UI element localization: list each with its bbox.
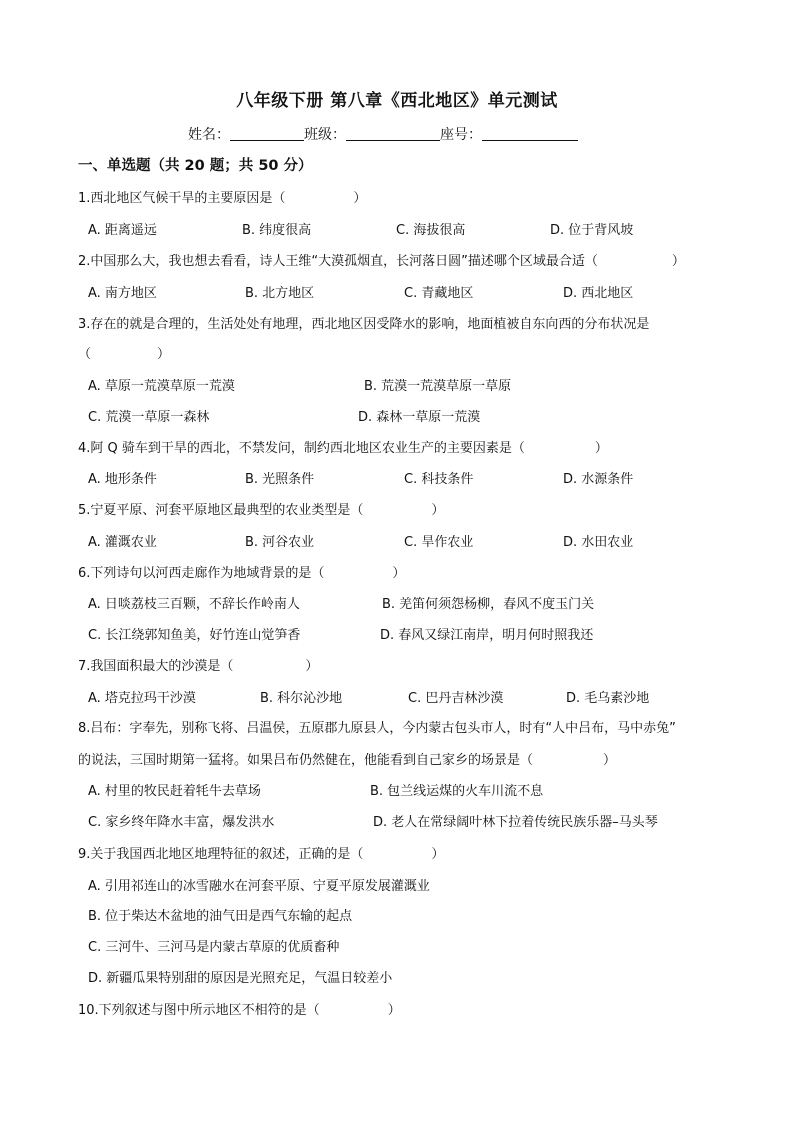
option-1a[interactable]: A. 距离遥远 (88, 223, 157, 238)
option-7c[interactable]: C. 巴丹吉林沙漠 (408, 691, 504, 706)
option-8d[interactable]: D. 老人在常绿阔叶林下拉着传统民族乐器–马头琴 (373, 815, 658, 830)
option-3d[interactable]: D. 森林一草原一荒漠 (358, 410, 481, 425)
question-paren: ） (305, 659, 319, 674)
question-stem: 9.关于我国西北地区地理特征的叙述，正确的是（ (78, 847, 364, 862)
question-stem: 3.存在的就是合理的，生活处处有地理，西北地区因受降水的影响，地面植被自东向西的分布状况是 (78, 317, 650, 332)
option-2b[interactable]: B. 北方地区 (245, 286, 315, 301)
question-3 (78, 313, 649, 332)
option-9d[interactable]: D. 新疆瓜果特别甜的原因是光照充足，气温日较差小 (88, 971, 393, 986)
option-4c[interactable]: C. 科技条件 (404, 472, 474, 487)
question-paren: ） (594, 441, 608, 456)
option-8a[interactable]: A. 村里的牧民赶着牦牛去草场 (88, 784, 261, 799)
question-10 (78, 999, 401, 1018)
question-stem: 6.下列诗句以河西走廊作为地域背景的是（ (78, 566, 325, 581)
student-info-line (188, 124, 578, 144)
option-7d[interactable]: D. 毛乌素沙地 (566, 691, 650, 706)
question-stem: 5.宁夏平原、河套平原地区最典型的农业类型是（ (78, 503, 364, 518)
exam-title: 八年级下册 第八章《西北地区》单元测试 (236, 91, 558, 111)
question-paren: ） (387, 1003, 401, 1018)
question-paren: ） (603, 753, 617, 768)
question-paren: ） (431, 847, 445, 862)
option-9c[interactable]: C. 三河牛、三河马是内蒙古草原的优质畜种 (88, 940, 340, 955)
option-7a[interactable]: A. 塔克拉玛干沙漠 (88, 691, 196, 706)
option-4b[interactable]: B. 光照条件 (245, 472, 315, 487)
question-8-cont (78, 749, 616, 768)
question-stem: 10.下列叙述与图中所示地区不相符的是（ (78, 1003, 320, 1018)
question-stem: 2.中国那么大，我也想去看看，诗人王维“大漠孤烟直，长河落日圆”描述哪个区域最合适（ (78, 254, 598, 269)
question-7 (78, 655, 318, 674)
question-stem: 7.我国面积最大的沙漠是（ (78, 659, 234, 674)
question-4 (78, 437, 608, 456)
question-stem: 4.阿 Q 骑车到干旱的西北，不禁发问，制约西北地区农业生产的主要因素是（ (78, 441, 525, 456)
option-6d[interactable]: D. 春风又绿江南岸，明月何时照我还 (380, 628, 594, 643)
section-heading: 一、单选题（共 20 题；共 50 分） (78, 158, 313, 174)
option-8c[interactable]: C. 家乡终年降水丰富，爆发洪水 (88, 815, 275, 830)
option-6b[interactable]: B. 羌笛何须怨杨柳，春风不度玉门关 (382, 597, 595, 612)
seat-label: 座号： (440, 127, 482, 143)
option-6c[interactable]: C. 长江绕郭知鱼美，好竹连山觉笋香 (88, 628, 301, 643)
question-6 (78, 562, 405, 581)
option-9a[interactable]: A. 引用祁连山的冰雪融水在河套平原、宁夏平原发展灌溉业 (88, 879, 430, 894)
option-5d[interactable]: D. 水田农业 (563, 535, 634, 550)
option-1b[interactable]: B. 纬度很高 (242, 223, 312, 238)
class-blank[interactable] (346, 126, 440, 141)
option-5a[interactable]: A. 灌溉农业 (88, 535, 157, 550)
option-5b[interactable]: B. 河谷农业 (245, 535, 315, 550)
question-paren: ） (157, 347, 171, 362)
question-3-cont (78, 343, 170, 362)
question-5 (78, 499, 444, 518)
option-5c[interactable]: C. 旱作农业 (404, 535, 474, 550)
option-1d[interactable]: D. 位于背风坡 (550, 223, 634, 238)
option-7b[interactable]: B. 科尔沁沙地 (260, 691, 343, 706)
question-paren-open: （ (78, 347, 92, 362)
option-6a[interactable]: A. 日啖荔枝三百颗，不辞长作岭南人 (88, 597, 300, 612)
question-stem: 1.西北地区气候干旱的主要原因是（ (78, 191, 286, 206)
class-label: 班级： (304, 127, 346, 143)
seat-blank[interactable] (482, 126, 578, 141)
option-2a[interactable]: A. 南方地区 (88, 286, 157, 301)
name-label: 姓名： (188, 127, 230, 143)
question-1 (78, 187, 366, 206)
option-3c[interactable]: C. 荒漠一草原一森林 (88, 410, 210, 425)
option-4d[interactable]: D. 水源条件 (563, 472, 634, 487)
option-1c[interactable]: C. 海拔很高 (396, 223, 466, 238)
option-3a[interactable]: A. 草原一荒漠草原一荒漠 (88, 379, 235, 394)
option-2c[interactable]: C. 青藏地区 (404, 286, 474, 301)
name-blank[interactable] (230, 126, 304, 141)
option-3b[interactable]: B. 荒漠一荒漠草原一草原 (364, 379, 512, 394)
option-4a[interactable]: A. 地形条件 (88, 472, 157, 487)
option-9b[interactable]: B. 位于柴达木盆地的油气田是西气东输的起点 (88, 909, 353, 924)
question-stem-cont: 的说法，三国时期第一猛将。如果吕布仍然健在，他能看到自己家乡的场景是（ (78, 753, 534, 768)
question-2 (78, 250, 685, 269)
question-9 (78, 843, 444, 862)
question-paren: ） (353, 191, 367, 206)
option-8b[interactable]: B. 包兰线运煤的火车川流不息 (370, 784, 544, 799)
question-paren: ） (392, 566, 406, 581)
question-paren: ） (431, 503, 445, 518)
question-8 (78, 717, 676, 736)
option-2d[interactable]: D. 西北地区 (563, 286, 634, 301)
question-stem: 8.吕布：字奉先，别称飞将、吕温侯，五原郡九原县人，今内蒙古包头市人，时有“人中吕布，马中赤兔” (78, 721, 676, 736)
question-paren: ） (671, 254, 685, 269)
